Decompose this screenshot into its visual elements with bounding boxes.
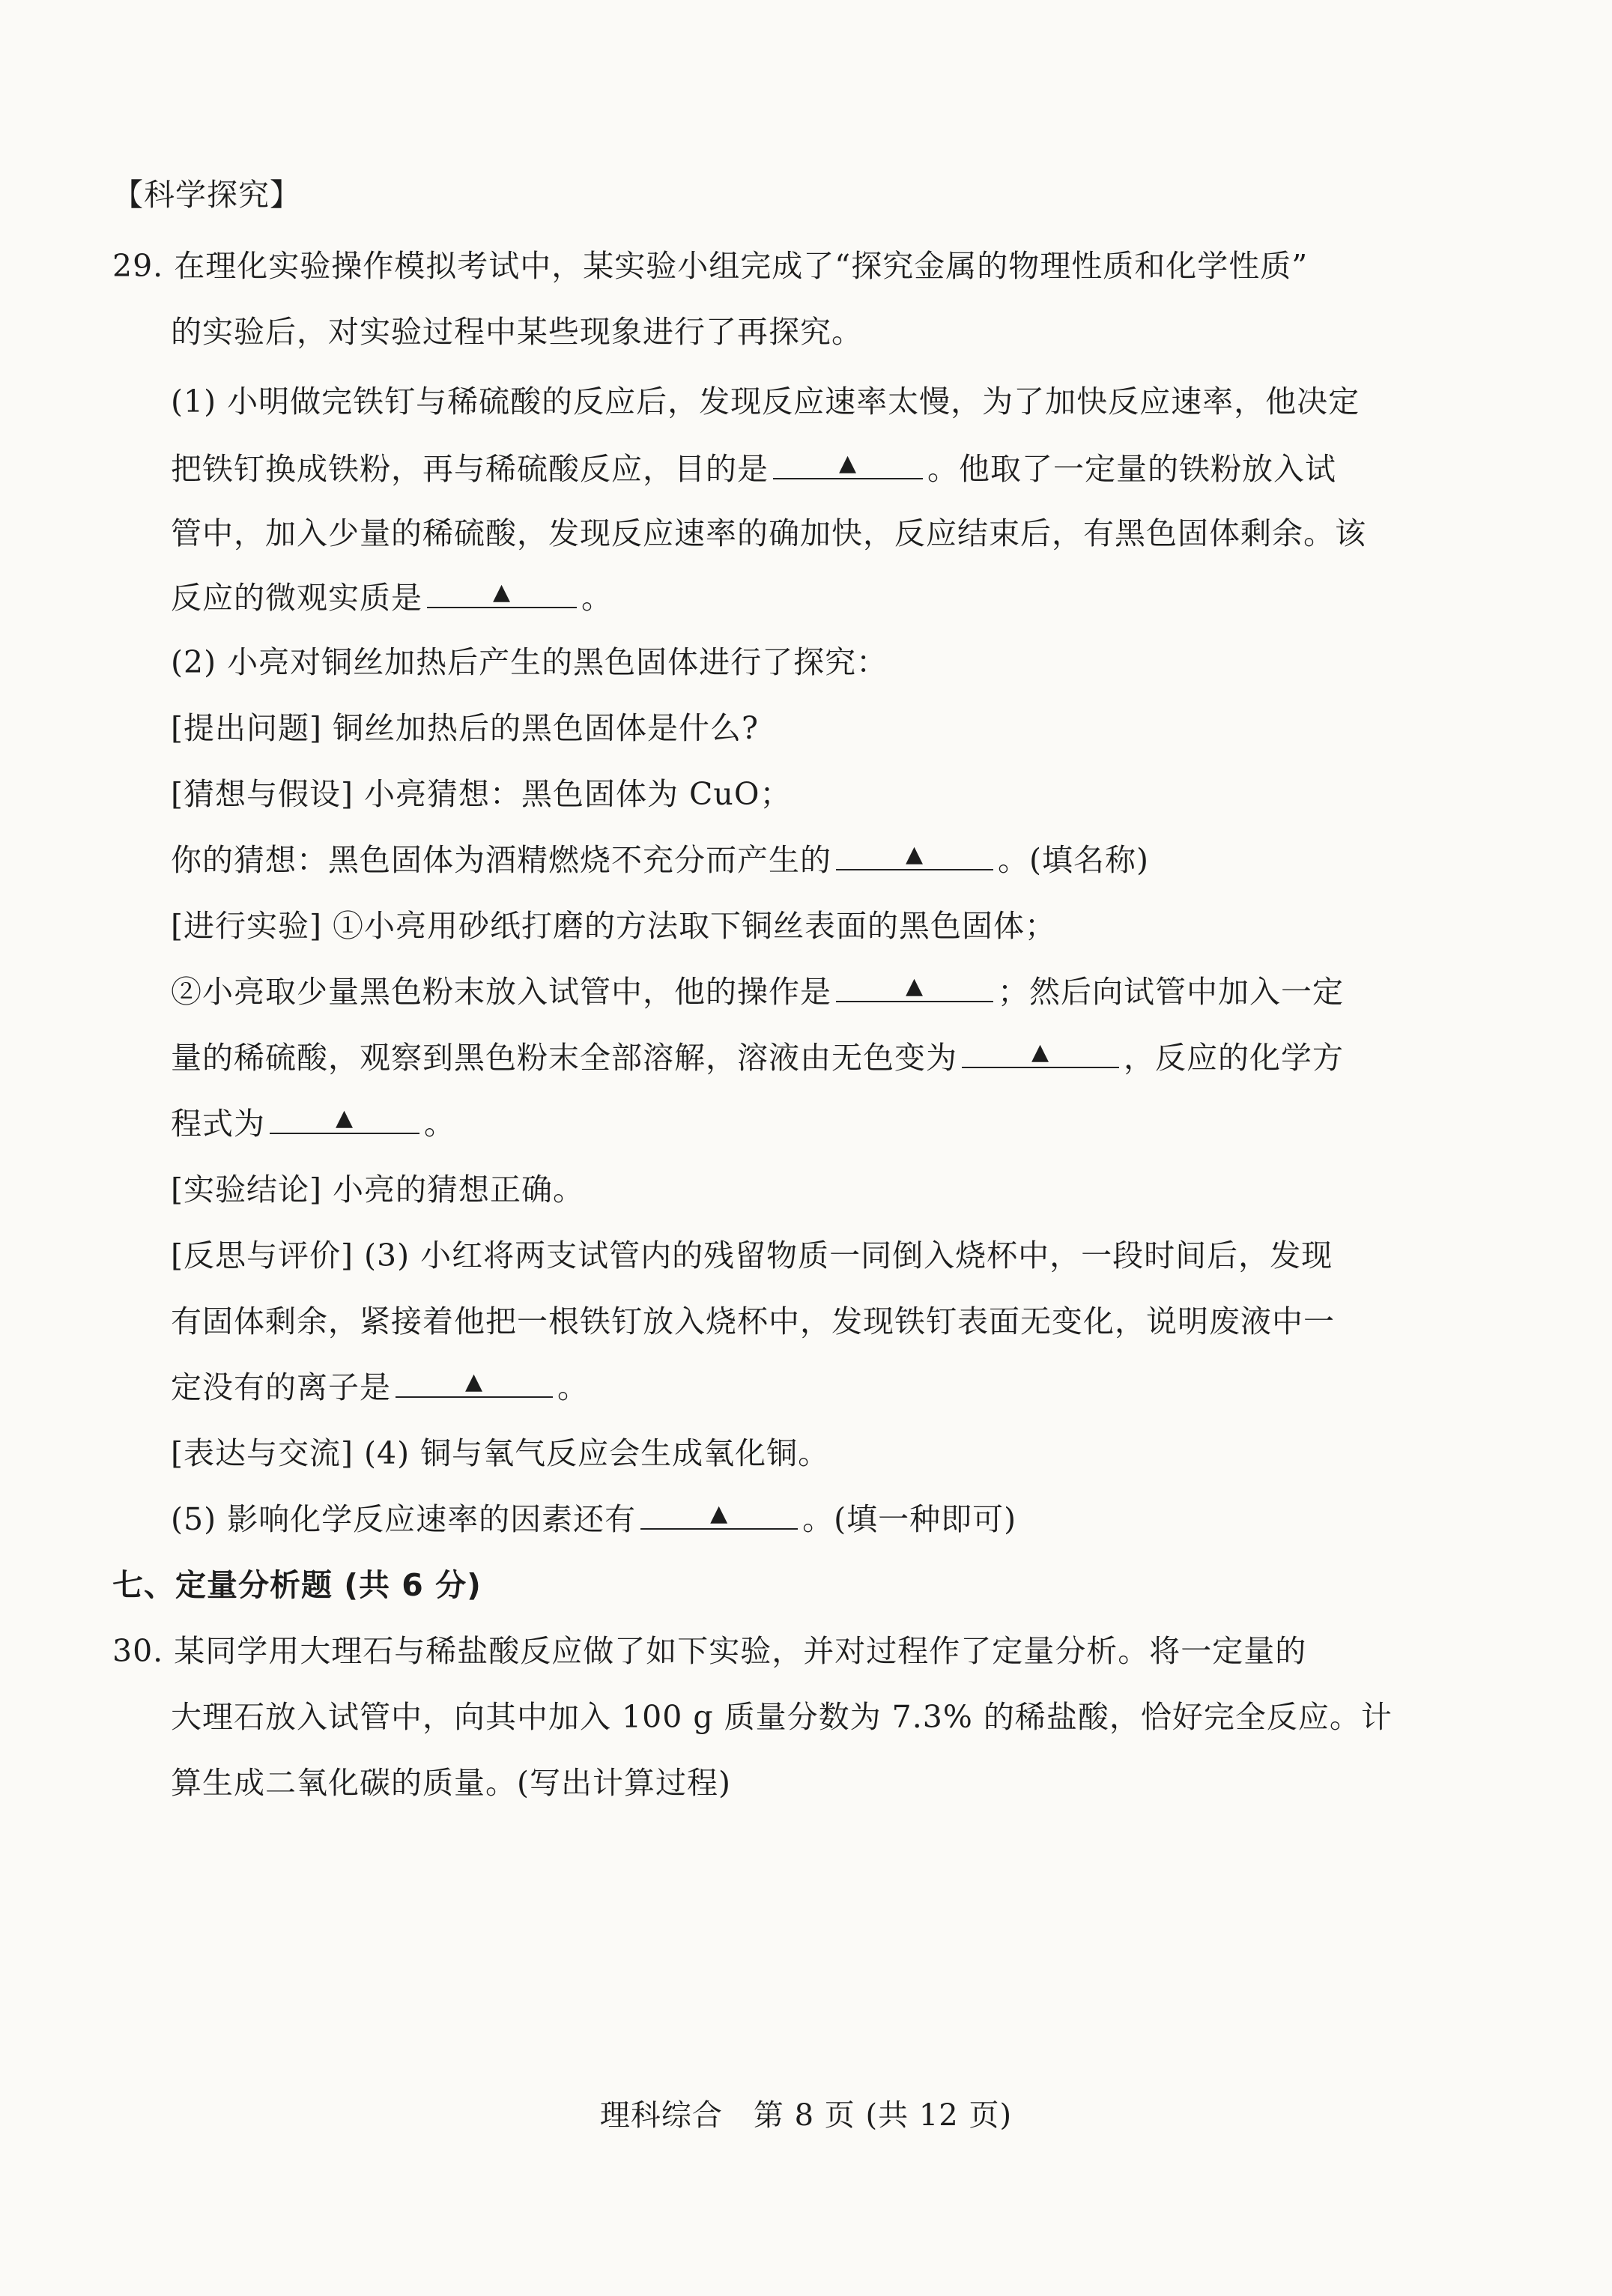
q29-experiment-line2: ②小亮取少量黑色粉末放入试管中，他的操作是 ▲ ；然后向试管中加入一定	[171, 971, 1344, 1013]
blank-mark: ▲	[1031, 1039, 1050, 1065]
q29-part1-line4: 反应的微观实质是 ▲ 。	[171, 577, 613, 619]
answer-blank[interactable]	[270, 1103, 419, 1134]
q29-reflect-line1: [反思与评价] (3) 小红将两支试管内的残留物质一同倒入烧杯中，一段时间后，发现	[171, 1238, 1333, 1273]
q29-hypothesis: [猜想与假设] 小亮猜想：黑色固体为 CuO；	[171, 776, 792, 812]
q29-experiment-line4: 程式为 ▲ 。	[171, 1103, 455, 1145]
page-footer: 理科综合 第 8 页 (共 12 页)	[599, 2098, 1013, 2133]
q30-line1: 30. 某同学用大理石与稀盐酸反应做了如下实验，并对过程作了定量分析。将一定量的	[112, 1633, 1307, 1669]
section7-heading: 七、定量分析题 (共 6 分)	[112, 1567, 482, 1603]
blank-mark: ▲	[905, 973, 924, 999]
q29-conclusion: [实验结论] 小亮的猜想正确。	[171, 1172, 585, 1208]
q29-reflect-line3: 定没有的离子是 ▲ 。	[171, 1366, 589, 1408]
answer-blank[interactable]	[962, 1037, 1119, 1068]
answer-blank[interactable]	[640, 1498, 798, 1530]
answer-blank[interactable]	[773, 448, 923, 479]
answer-blank[interactable]	[836, 971, 993, 1002]
q29-experiment-line3: 量的稀硫酸，观察到黑色粉末全部溶解，溶液由无色变为 ▲ ，反应的化学方	[171, 1037, 1344, 1079]
blank-mark: ▲	[838, 450, 858, 476]
blank-mark: ▲	[335, 1105, 354, 1131]
q29-intro-line1: 29. 在理化实验操作模拟考试中，某实验小组完成了“探究金属的物理性质和化学性质”	[112, 248, 1309, 284]
blank-mark: ▲	[492, 579, 512, 605]
blank-mark: ▲	[464, 1369, 484, 1395]
q29-part5: (5) 影响化学反应速率的因素还有 ▲ 。(填一种即可)	[171, 1498, 1016, 1540]
blank-mark: ▲	[710, 1500, 729, 1527]
q29-part1-line2: 把铁钉换成铁粉，再与稀硫酸反应，目的是 ▲ 。他取了一定量的铁粉放入试	[171, 448, 1336, 490]
q29-experiment-line1: [进行实验] ①小亮用砂纸打磨的方法取下铜丝表面的黑色固体；	[171, 908, 1057, 944]
q29-reflect-line2: 有固体剩余，紧接着他把一根铁钉放入烧杯中，发现铁钉表面无变化，说明废液中一	[171, 1303, 1335, 1339]
blank-mark: ▲	[905, 841, 924, 867]
q29-part2-intro: (2) 小亮对铜丝加热后产生的黑色固体进行了探究：	[171, 644, 888, 680]
q29-intro-line2: 的实验后，对实验过程中某些现象进行了再探究。	[171, 314, 863, 350]
q29-part1-line3: 管中，加入少量的稀硫酸，发现反应速率的确加快，反应结束后，有黑色固体剩余。该	[171, 515, 1366, 551]
q29-part1-line1: (1) 小明做完铁钉与稀硫酸的反应后，发现反应速率太慢，为了加快反应速率，他决定	[171, 384, 1360, 419]
answer-blank[interactable]	[427, 577, 577, 608]
section-heading: 【科学探究】	[112, 177, 301, 213]
answer-blank[interactable]	[396, 1366, 553, 1398]
q29-question: [提出问题] 铜丝加热后的黑色固体是什么?	[171, 710, 760, 746]
answer-blank[interactable]	[836, 839, 993, 870]
q29-express: [表达与交流] (4) 铜与氧气反应会生成氧化铜。	[171, 1435, 830, 1471]
q30-line3: 算生成二氧化碳的质量。(写出计算过程)	[171, 1765, 731, 1801]
q29-your-guess: 你的猜想：黑色固体为酒精燃烧不充分而产生的 ▲ 。(填名称)	[171, 839, 1149, 881]
q30-line2: 大理石放入试管中，向其中加入 100 g 质量分数为 7.3% 的稀盐酸，恰好完全反应。计	[171, 1699, 1393, 1735]
